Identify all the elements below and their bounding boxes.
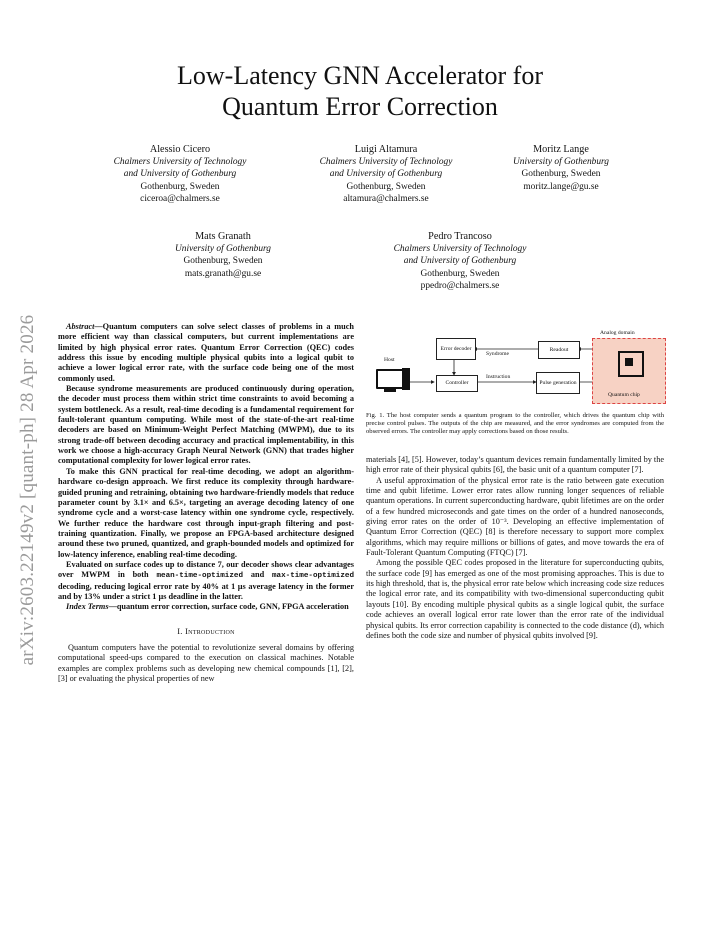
body-paragraph: materials [4], [5]. However, today’s quantum devices remain fundamentally limited by the high error rate of their physical qubits [6], the basic unit of a quantum computer [7].: [366, 455, 664, 475]
author-email: mats.granath@gu.se: [184, 268, 262, 279]
author-block: [468, 144, 654, 193]
author-affiliation: and University of Gothenburg: [123, 169, 237, 180]
author-location: Gothenburg, Sweden: [420, 268, 500, 279]
tower-icon: [402, 368, 410, 390]
author-location: Gothenburg, Sweden: [521, 169, 601, 180]
pulse-generation-box: Pulse generation: [536, 372, 580, 394]
author-affiliation: University of Gothenburg: [513, 157, 609, 168]
author-affiliation: Chalmers University of Technology: [319, 157, 453, 168]
author-name: Luigi Altamura: [354, 144, 418, 155]
section-heading: I. Introduction: [177, 626, 235, 636]
author-location: Gothenburg, Sweden: [140, 181, 220, 192]
author-affiliation: Chalmers University of Technology: [393, 244, 527, 255]
author-name: Alessio Cicero: [149, 144, 211, 155]
author-name: Pedro Trancoso: [428, 231, 492, 242]
host-label: Host: [384, 357, 395, 363]
author-email: altamura@chalmers.se: [343, 193, 429, 204]
abstract-paragraph: To make this GNN practical for real-time decoding, we adopt an algorithm-hardware co-design approach. We first reduce its complexity through hardware-guided pruning and retraining, obtaining two hardware-friendly models that reduce parameter count by 3.1× and 6.5×, targeting an average decoding latency of one syndrome cycle and a worst-case latency within one syndrome cycle, respectively. We further reduce the hardware cost through input-graph filtering and post-training quantization. Finally, we propose an FPGA-based architecture designed around these two pruned, quantized, and graph-bounded models and optimized for low-latency inference, enabling real-time decoding.: [58, 466, 354, 559]
quantum-chip-label: Quantum chip: [608, 392, 640, 398]
author-affiliation: and University of Gothenburg: [403, 256, 517, 267]
index-terms: Index Terms—quantum error correction, surface code, GNN, FPGA acceleration: [66, 602, 349, 612]
syndrome-label: Syndrome: [486, 351, 509, 357]
body-paragraph: A useful approximation of the physical error rate is the ratio between gate execution time and qubit lifetime. Lower error rates allow running longer sequences of reliable quantum operations. In current superconducting hardware, qubit lifetimes are on the order of a few hundred microseconds and gate times on the order of a hundred nanoseconds, giving error rates on the order of 10⁻³. Developing an effective implementation of Quantum Error Correction (QEC) [8] is therefore necessary to support more complex algorithms, which may require millions or billions of gates, and move towards the era of Fault-Tolerant Quantum Computing (FTQC) [7].: [366, 475, 664, 558]
error-decoder-box: Error decoder: [436, 338, 476, 360]
monitor-stand-icon: [384, 389, 396, 392]
analog-domain-label: Analog domain: [600, 330, 635, 336]
abstract-paragraph: Abstract—Quantum computers can solve select classes of problems in a much more efficient way than classical computers, but current implementations are limited by high physical error rates. Quantum Error Correction (QEC) codes address this issue by encoding multiple physical qubits into a logical qubit to achieve a lower logical error rate, with the surface code being one of the most commonly used.: [58, 322, 354, 383]
intro-body: [58, 643, 354, 684]
title-line-1: Low-Latency GNN Accelerator for: [177, 61, 543, 90]
arxiv-stamp: [6, 300, 50, 680]
abstract: [58, 322, 354, 613]
paper-title: [60, 60, 660, 122]
right-column: [366, 455, 664, 641]
controller-box: Controller: [436, 375, 478, 392]
author-affiliation: Chalmers University of Technology: [113, 157, 247, 168]
author-name: Mats Granath: [195, 231, 251, 242]
readout-box: Readout: [538, 341, 580, 359]
quantum-chip-icon: [618, 351, 644, 377]
body-paragraph: Quantum computers have the potential to revolutionize several domains by offering computational speed-ups compared to the execution on classical machines. Notable examples are complex problems such as developing new chemical compounds [1], [2], [3] or evaluating the physical properties of new: [58, 642, 354, 683]
author-affiliation: and University of Gothenburg: [329, 169, 443, 180]
author-block: [130, 231, 316, 280]
author-affiliation: University of Gothenburg: [175, 244, 271, 255]
author-block: [360, 231, 560, 292]
body-paragraph: Among the possible QEC codes proposed in the literature for superconducting qubits, the surface code [9] has emerged as one of the most promising approaches. This is due to its high threshold, that is, the physical error rate below which increasing code size reduces the logical error rate, and its compatibility with two-dimensional superconducting qubit layouts [10]. By encoding multiple physical qubits as a single logical qubit, the surface code achieves an overall logical error rate lower than the error rate of the individual physical qubits. Its error correction capability is connected to the code distance (d), which defines both the code size and number of physical qubits involved [9].: [366, 558, 664, 640]
author-location: Gothenburg, Sweden: [183, 256, 263, 267]
author-email: ppedro@chalmers.se: [420, 280, 500, 291]
monitor-icon: [376, 369, 404, 389]
abstract-paragraph: Evaluated on surface codes up to distance 7, our decoder shows clear advantages over MWPM in both mean-time-optimized and max-time-optimized decoding, reducing logical error rate by 40% at 1 µs average latency in the former and by 13% under a strict 1 µs deadline in the latter.: [58, 559, 354, 601]
title-line-2: Quantum Error Correction: [222, 92, 498, 121]
abstract-label: Abstract: [66, 322, 95, 331]
author-name: Moritz Lange: [533, 144, 589, 155]
author-location: Gothenburg, Sweden: [346, 181, 426, 192]
figure-system-diagram: [366, 322, 666, 404]
left-column: [58, 322, 354, 684]
abstract-paragraph: Because syndrome measurements are produced continuously during operation, the decoder must process them within strict time constraints to avoid becoming a system bottleneck. As a result, real-time decoding is a fundamental requirement for fault-tolerant quantum computing. While most of the state-of-the-art real-time decoders are based on Minimum-Weight Perfect Matching (MWPM), due to its strong trade-off between decoding accuracy and practical implementability, in this work we choose a high-accuracy Graph Neural Network (GNN) that trades higher computational complexity for lower logical error rates.: [58, 384, 354, 466]
author-email: ciceroa@chalmers.se: [140, 193, 220, 204]
author-block: [82, 144, 278, 205]
arxiv-stamp-text: arXiv:2603.22149v2 [quant-ph] 28 Apr 2026: [17, 314, 38, 666]
figure-caption: Fig. 1. The host computer sends a quantum program to the controller, which drives the quantum chip with precise control pulses. The outputs of the chip are measured, and the error syndromes are computed from the observed errors. The controller may apply corrections based on those results.: [366, 412, 664, 436]
author-email: moritz.lange@gu.se: [523, 181, 599, 192]
instruction-label: Instruction: [486, 374, 511, 380]
author-block: [288, 144, 484, 205]
